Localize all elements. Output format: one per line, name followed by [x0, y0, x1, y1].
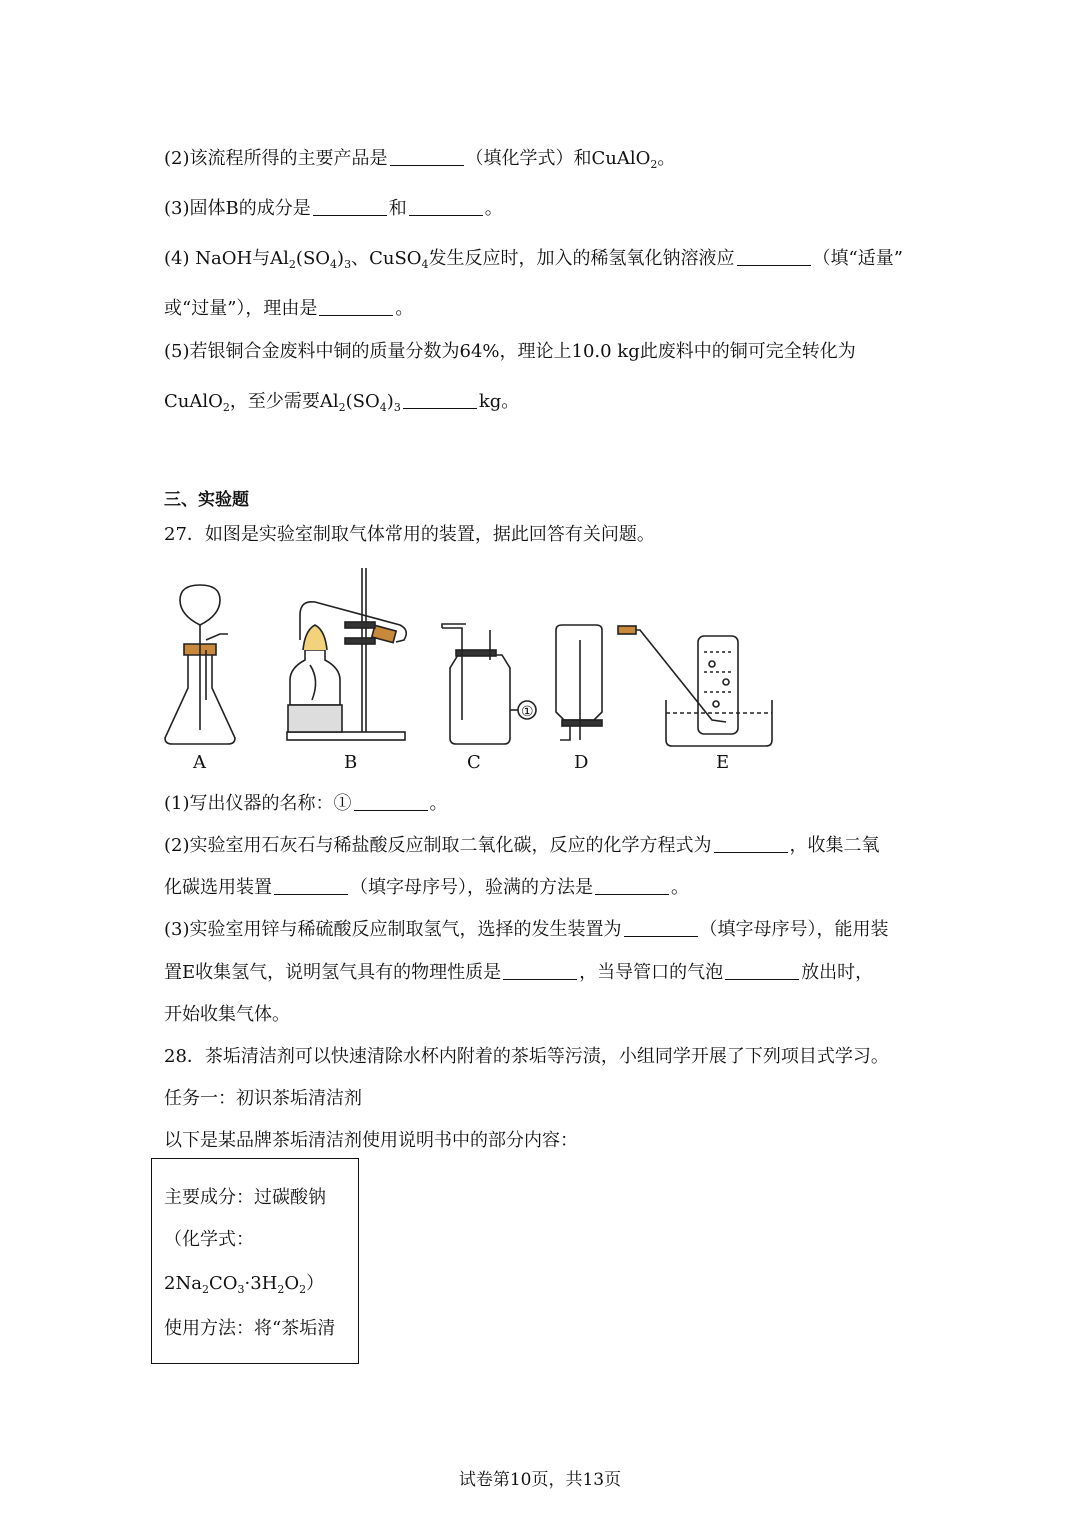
apparatus-c-bottle [442, 624, 536, 744]
q26-part4-line1: (4) NaOH与$Al_2(SO_4)_3$、CuSO$_4$发生反应时，加入的稀氢氧化钠溶液应 （填“适量” [164, 248, 903, 271]
label-b: B [344, 752, 358, 773]
page-footer: 试卷第10页，共13页 [458, 1470, 622, 1490]
q26-part3: (3)固体B的成分是 和 。 [164, 198, 503, 219]
answer-blank[interactable] [725, 963, 799, 980]
q27-part1: (1)写出仪器的名称：① 。 [164, 793, 448, 814]
q28-task1: 任务一：初识茶垢清洁剂 [164, 1088, 362, 1109]
box-line-3: $2Na_2CO_3\cdot 3H_2O_2$） [164, 1273, 325, 1296]
q28-desc: 以下是某品牌茶垢清洁剂使用说明书中的部分内容： [164, 1130, 578, 1151]
answer-blank[interactable] [595, 878, 669, 895]
q27-intro: 27．如图是实验室制取气体常用的装置，据此回答有关问题。 [164, 524, 655, 545]
box-line-4: 使用方法：将“茶垢清 [164, 1318, 336, 1339]
label-a: A [193, 752, 206, 773]
box-line-1: 主要成分：过碳酸钠 [164, 1187, 326, 1208]
answer-blank[interactable] [354, 794, 428, 811]
apparatus-b-heating [287, 568, 406, 740]
apparatus-d-bottle [556, 625, 602, 740]
q27-part2-line2: 化碳选用装置 （填字母序号），验满的方法是 。 [164, 877, 689, 898]
q27-part2-line1: (2)实验室用石灰石与稀盐酸反应制取二氧化碳，反应的化学方程式为 ，收集二氧 [164, 835, 880, 856]
q27-part3-line1: (3)实验室用锌与稀硫酸反应制取氢气，选择的发生装置为 （填字母序号），能用装 [164, 919, 889, 940]
label-e: E [716, 752, 730, 773]
apparatus-e-trough [618, 626, 772, 746]
marker-1: ① [521, 704, 534, 720]
section-title: 三、实验题 [164, 490, 249, 510]
q26-part4-line2: 或“过量”），理由是 。 [164, 298, 414, 319]
answer-blank[interactable] [274, 878, 348, 895]
apparatus-a-flask [165, 585, 235, 744]
q27-part3-line3: 开始收集气体。 [164, 1004, 290, 1025]
answer-blank[interactable] [714, 836, 788, 853]
box-line-2: （化学式： [164, 1229, 254, 1250]
label-c: C [467, 752, 481, 773]
label-d: D [574, 752, 589, 773]
q26-part5-line1: (5)若银铜合金废料中铜的质量分数为64%，理论上10.0 kg此废料中的铜可完全转化为 [164, 341, 856, 362]
q28-intro: 28．茶垢清洁剂可以快速清除水杯内附着的茶垢等污渍，小组同学开展了下列项目式学习。 [164, 1046, 889, 1067]
answer-blank[interactable] [503, 963, 577, 980]
answer-blank[interactable] [624, 920, 698, 937]
instruction-box [151, 1158, 359, 1364]
q26-part2: (2)该流程所得的主要产品是 （填化学式）和CuAlO$_2$。 [164, 148, 676, 171]
q27-part3-line2: 置E收集氢气，说明氢气具有的物理性质是 ，当导管口的气泡 放出时， [164, 962, 874, 983]
q26-part5-line2: CuAlO$_2$，至少需要$Al_2(SO_4)_3$ kg。 [164, 391, 520, 414]
